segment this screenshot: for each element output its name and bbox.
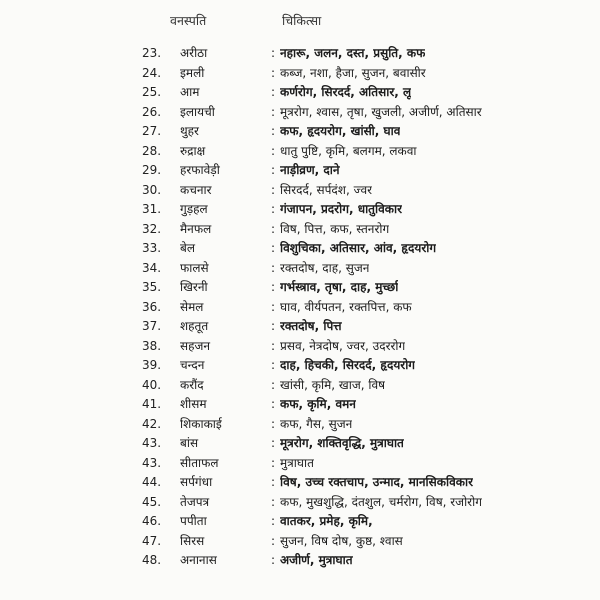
list-item bbox=[0, 512, 600, 532]
list-item bbox=[0, 181, 600, 201]
item-number: 26. bbox=[142, 104, 162, 119]
treatment-text: प्रसव, नेत्रदोष, ज्वर, उदररोग bbox=[280, 338, 406, 353]
separator-colon: : bbox=[271, 241, 276, 255]
table-header bbox=[0, 12, 600, 34]
item-number: 34. bbox=[142, 260, 162, 275]
item-number: 28. bbox=[142, 143, 162, 158]
separator-colon: : bbox=[271, 85, 276, 99]
separator-colon: : bbox=[271, 299, 276, 314]
treatment-text: रक्तदोष, पित्त bbox=[280, 319, 342, 333]
treatment-text: दाह, हिचकी, सिरदर्द, हृदयरोग bbox=[280, 358, 416, 372]
list-item bbox=[0, 395, 600, 415]
item-number: 38. bbox=[142, 338, 162, 353]
plant-name: सीताफल bbox=[180, 455, 219, 470]
plant-name: फालसे bbox=[180, 260, 209, 275]
treatment-text: वातकर, प्रमेह, कृमि, bbox=[280, 514, 373, 528]
plant-name: कचनार bbox=[180, 182, 212, 197]
treatment-text: मुत्राघात bbox=[280, 455, 314, 470]
separator-colon: : bbox=[271, 46, 276, 60]
plant-name: शहतूत bbox=[180, 319, 209, 333]
plant-name: रुद्राक्ष bbox=[180, 143, 206, 158]
item-number: 46. bbox=[142, 514, 162, 528]
treatment-text: कफ, कृमि, वमन bbox=[280, 397, 356, 411]
separator-colon: : bbox=[271, 143, 276, 158]
item-number: 44. bbox=[142, 475, 162, 489]
treatment-text: विशुचिका, अतिसार, आंव, हृदयरोग bbox=[280, 241, 437, 255]
separator-colon: : bbox=[271, 338, 276, 353]
list-item bbox=[0, 239, 600, 259]
separator-colon: : bbox=[271, 475, 276, 489]
item-number: 47. bbox=[142, 533, 162, 548]
list-item bbox=[0, 220, 600, 240]
plant-name: मैनफल bbox=[180, 221, 212, 236]
remedy-list bbox=[0, 44, 600, 571]
list-item bbox=[0, 356, 600, 376]
separator-colon: : bbox=[271, 533, 276, 548]
treatment-text: गर्भस्त्राव, तृषा, दाह, मुर्च्छा bbox=[280, 280, 399, 294]
separator-colon: : bbox=[271, 65, 276, 80]
treatment-text: कर्णरोग, सिरदर्द, अतिसार, लू bbox=[280, 85, 412, 99]
treatment-text: कफ, हृदयरोग, खांसी, घाव bbox=[280, 124, 401, 138]
item-number: 43. bbox=[142, 436, 162, 450]
item-number: 35. bbox=[142, 280, 162, 294]
list-item bbox=[0, 317, 600, 337]
plant-name: अनानास bbox=[180, 553, 217, 567]
item-number: 43. bbox=[142, 455, 162, 470]
plant-name: सहजन bbox=[180, 338, 211, 353]
list-item bbox=[0, 473, 600, 493]
list-item bbox=[0, 298, 600, 318]
separator-colon: : bbox=[271, 202, 276, 216]
separator-colon: : bbox=[271, 436, 276, 450]
list-item bbox=[0, 337, 600, 357]
separator-colon: : bbox=[271, 514, 276, 528]
separator-colon: : bbox=[271, 553, 276, 567]
treatment-text: खांसी, कृमि, खाज, विष bbox=[280, 377, 386, 392]
list-item bbox=[0, 200, 600, 220]
plant-name: सेमल bbox=[180, 299, 204, 314]
treatment-text: अजीर्ण, मुत्राघात bbox=[280, 553, 353, 567]
separator-colon: : bbox=[271, 397, 276, 411]
treatment-text: गंजापन, प्रदरोग, धातुविकार bbox=[280, 202, 403, 216]
item-number: 32. bbox=[142, 221, 162, 236]
plant-name: सर्पगंधा bbox=[180, 475, 213, 489]
plant-name: अरीठा bbox=[180, 46, 208, 60]
treatment-text: कफ, गैस, सुजन bbox=[280, 416, 353, 431]
separator-colon: : bbox=[271, 104, 276, 119]
list-item bbox=[0, 142, 600, 162]
header-treatment: चिकित्सा bbox=[282, 13, 322, 28]
list-item bbox=[0, 83, 600, 103]
item-number: 31. bbox=[142, 202, 162, 216]
treatment-text: सुजन, विष दोष, कुष्ठ, श्वास bbox=[280, 533, 403, 548]
separator-colon: : bbox=[271, 124, 276, 138]
item-number: 29. bbox=[142, 163, 162, 177]
treatment-text: रक्तदोष, दाह, सुजन bbox=[280, 260, 370, 275]
separator-colon: : bbox=[271, 182, 276, 197]
plant-name: बेल bbox=[180, 241, 195, 255]
item-number: 23. bbox=[142, 46, 162, 60]
plant-name: सिरस bbox=[180, 533, 205, 548]
plant-name: शीसम bbox=[180, 397, 207, 411]
list-item bbox=[0, 434, 600, 454]
plant-name: बांस bbox=[180, 436, 199, 450]
list-item bbox=[0, 122, 600, 142]
treatment-text: कफ, मुखशुद्धि, दंतशुल, चर्मरोग, विष, रजोरोग bbox=[280, 494, 482, 509]
list-item bbox=[0, 532, 600, 552]
separator-colon: : bbox=[271, 416, 276, 431]
plant-name: खिरनी bbox=[180, 280, 208, 294]
item-number: 27. bbox=[142, 124, 162, 138]
separator-colon: : bbox=[271, 260, 276, 275]
item-number: 45. bbox=[142, 494, 162, 509]
item-number: 37. bbox=[142, 319, 162, 333]
item-number: 39. bbox=[142, 358, 162, 372]
item-number: 48. bbox=[142, 553, 162, 567]
plant-name: तेजपत्र bbox=[180, 494, 210, 509]
list-item bbox=[0, 103, 600, 123]
treatment-text: विष, उच्च रक्तचाप, उन्माद, मानसिकविकार bbox=[280, 475, 473, 489]
plant-name: हरफावेड़ी bbox=[180, 163, 220, 177]
item-number: 41. bbox=[142, 397, 162, 411]
plant-name: आम bbox=[180, 85, 200, 99]
list-item bbox=[0, 454, 600, 474]
plant-name: इलायची bbox=[180, 104, 215, 119]
item-number: 30. bbox=[142, 182, 162, 197]
treatment-text: विष, पित्त, कफ, स्तनरोग bbox=[280, 221, 390, 236]
plant-name: शिकाकाई bbox=[180, 416, 222, 431]
plant-name: चन्दन bbox=[180, 358, 205, 372]
treatment-text: सिरदर्द, सर्पदंश, ज्वर bbox=[280, 182, 373, 197]
item-number: 33. bbox=[142, 241, 162, 255]
item-number: 40. bbox=[142, 377, 162, 392]
item-number: 36. bbox=[142, 299, 162, 314]
list-item bbox=[0, 493, 600, 513]
item-number: 24. bbox=[142, 65, 162, 80]
treatment-text: नाड़ीव्रण, दाने bbox=[280, 163, 340, 177]
list-item bbox=[0, 161, 600, 181]
treatment-text: मूत्ररोग, शक्तिवृद्धि, मुत्राघात bbox=[280, 436, 404, 450]
separator-colon: : bbox=[271, 494, 276, 509]
separator-colon: : bbox=[271, 455, 276, 470]
plant-name: गुड़हल bbox=[180, 202, 208, 216]
item-number: 25. bbox=[142, 85, 162, 99]
list-item bbox=[0, 259, 600, 279]
plant-name: पपीता bbox=[180, 514, 207, 528]
list-item bbox=[0, 44, 600, 64]
treatment-text: धातु पुष्टि, कृमि, बलगम, लकवा bbox=[280, 143, 417, 158]
separator-colon: : bbox=[271, 358, 276, 372]
list-item bbox=[0, 278, 600, 298]
plant-name: इमली bbox=[180, 65, 205, 80]
treatment-text: नहारू, जलन, दस्त, प्रसुति, कफ bbox=[280, 46, 426, 60]
list-item bbox=[0, 64, 600, 84]
separator-colon: : bbox=[271, 280, 276, 294]
plant-name: थुहर bbox=[180, 124, 199, 138]
list-item bbox=[0, 551, 600, 571]
separator-colon: : bbox=[271, 377, 276, 392]
separator-colon: : bbox=[271, 163, 276, 177]
list-item bbox=[0, 415, 600, 435]
separator-colon: : bbox=[271, 221, 276, 236]
treatment-text: घाव, वीर्यपतन, रक्तपित्त, कफ bbox=[280, 299, 412, 314]
treatment-text: कब्ज, नशा, हैजा, सुजन, बवासीर bbox=[280, 65, 426, 80]
item-number: 42. bbox=[142, 416, 162, 431]
header-plant: वनस्पति bbox=[170, 13, 207, 28]
plant-name: करौंद bbox=[180, 377, 204, 392]
treatment-text: मूत्ररोग, श्वास, तृषा, खुजली, अजीर्ण, अतिसार bbox=[280, 104, 482, 119]
list-item bbox=[0, 376, 600, 396]
separator-colon: : bbox=[271, 319, 276, 333]
